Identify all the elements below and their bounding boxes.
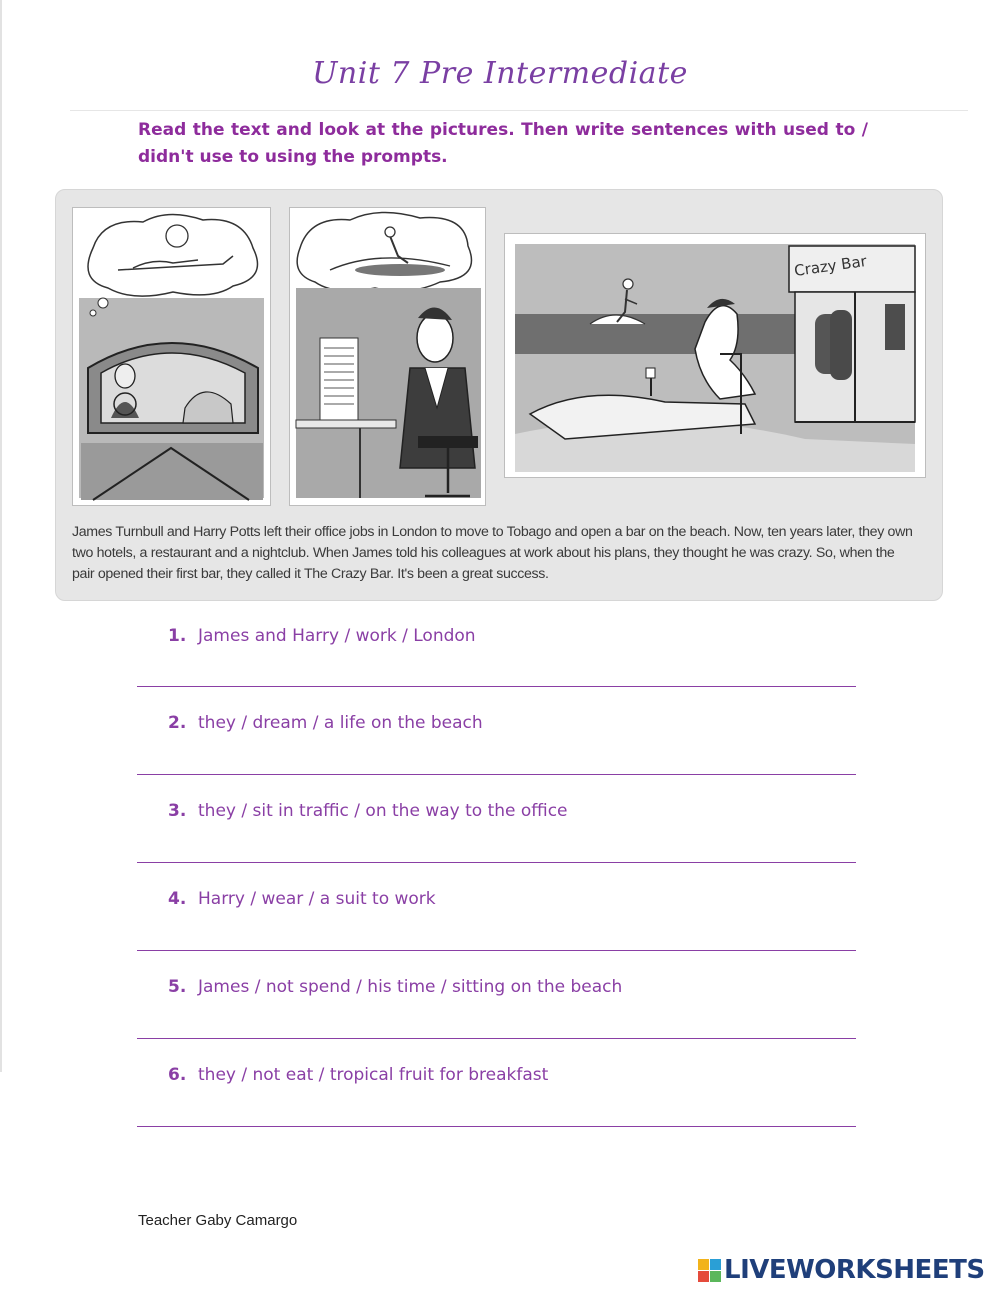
answer-input-2[interactable] [137, 747, 860, 773]
crazy-bar-sign: Crazy Bar [793, 251, 868, 280]
illustration-beach-panel [504, 233, 926, 478]
answer-input-6[interactable] [137, 1099, 860, 1125]
question-2 [168, 713, 483, 733]
answer-line-4 [137, 950, 856, 951]
page-title: Unit 7 Pre Intermediate [312, 56, 688, 91]
question-prompt: they / sit in traffic / on the way to the office [198, 801, 568, 821]
question-prompt: they / not eat / tropical fruit for breakfast [198, 1065, 549, 1085]
question-number: 1. [168, 626, 187, 646]
question-number: 5. [168, 977, 187, 997]
title-divider [70, 110, 968, 111]
teacher-credit: Teacher Gaby Camargo [138, 1212, 298, 1229]
answer-input-4[interactable] [137, 923, 860, 949]
question-5 [168, 977, 622, 997]
page-left-edge [0, 0, 2, 1072]
brand-name: LIVEWORKSHEETS [724, 1255, 985, 1285]
answer-line-1 [137, 686, 856, 687]
beach-bar-illustration [505, 234, 925, 477]
illustration-car-panel [72, 207, 271, 506]
liveworksheets-logo[interactable] [698, 1253, 985, 1287]
question-number: 2. [168, 713, 187, 733]
brand-grid-icon [698, 1259, 721, 1282]
instructions-text: Read the text and look at the pictures. Then write sentences with used to / didn't use to using the prompts. [138, 120, 868, 167]
question-prompt: Harry / wear / a suit to work [198, 889, 436, 909]
reading-passage: James Turnbull and Harry Potts left their office jobs in London to move to Tobago and open a bar on the beach. Now, ten years later, they own two hotels, a restaurant and a nightclub. When James told his colleagues at work about his plans, they thought he was crazy. So, when the pair opened their first bar, they called it The Crazy Bar. It's been a great success. [72, 524, 913, 582]
answer-line-5 [137, 1038, 856, 1039]
question-1 [168, 626, 476, 646]
illustration-office-panel [289, 207, 486, 506]
answer-input-5[interactable] [137, 1011, 860, 1037]
question-4 [168, 889, 436, 909]
answer-input-1[interactable] [137, 659, 860, 685]
question-prompt: they / dream / a life on the beach [198, 713, 483, 733]
answer-line-2 [137, 774, 856, 775]
question-number: 3. [168, 801, 187, 821]
question-6 [168, 1065, 548, 1085]
car-driver-illustration [73, 208, 270, 505]
question-prompt: James / not spend / his time / sitting on the beach [198, 977, 623, 997]
question-prompt: James and Harry / work / London [198, 626, 476, 646]
answer-line-3 [137, 862, 856, 863]
answer-line-6 [137, 1126, 856, 1127]
question-number: 4. [168, 889, 187, 909]
answer-input-3[interactable] [137, 835, 860, 861]
office-worker-illustration [290, 208, 485, 505]
question-number: 6. [168, 1065, 187, 1085]
question-3 [168, 801, 568, 821]
